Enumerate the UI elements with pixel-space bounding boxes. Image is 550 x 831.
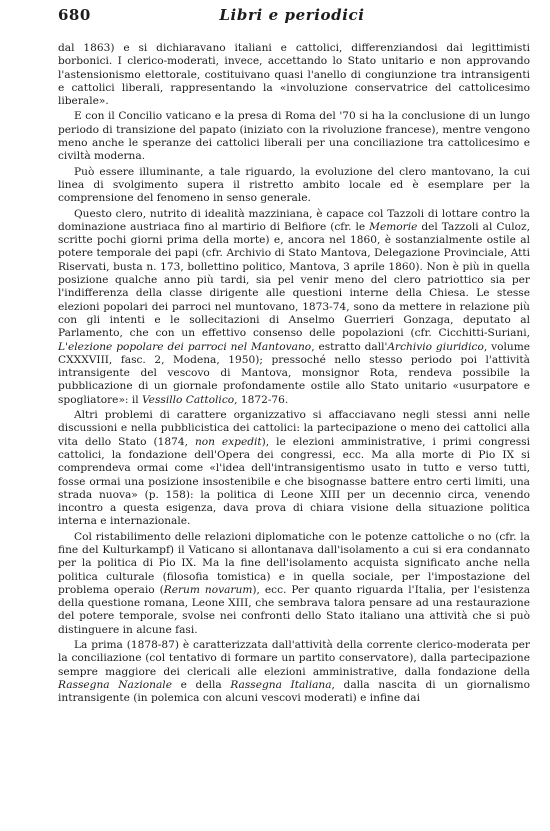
text-run: dal 1863) e si dichiaravano italiani e cattolici, differenziandosi dai legittimisti borbonici. I clerico-moderati, invece, accettando lo Stato unitario e non approvando l'astensionismo elettorale, costituivano quasi l'anello di congiunzione tra intransigenti e cattolici liberali, rappresentando la «involuzione conservatrice del cattolicesimo liberale». xyxy=(58,42,530,108)
italic-text: Rerum novarum xyxy=(163,583,253,596)
paragraph xyxy=(58,166,530,206)
text-run: Questo clero, nutrito di idealità mazziniana, è capace col Tazzoli di lottare contro la dominazione austriaca fino al martirio di Belfiore (cfr. le xyxy=(58,207,530,233)
paragraph xyxy=(58,639,530,705)
page-number: 680 xyxy=(58,6,91,24)
page-header xyxy=(58,6,526,28)
paragraph xyxy=(58,110,530,163)
italic-text: Memorie xyxy=(369,220,418,233)
text-run: , estratto dall' xyxy=(311,340,388,353)
text-run: , dalla nascita di un giornalismo intransigente (in polemica con alcuni vescovi moderati) e infine dai xyxy=(58,678,530,705)
text-run: Col ristabilimento delle relazioni diplomatiche con le potenze cattoliche o no (cfr. la fine del Kulturkampf) il Vaticano si allontanava dall'isolamento a cui si era condannato per la politica di Pio IX. Ma la fine dell'isolamento acquista significato anche nella politica culturale (filosofia tomistica) e in quella sociale, per l'impostazione del problema operaio ( xyxy=(58,530,530,596)
italic-text: Rassegna Italiana xyxy=(230,678,332,691)
paragraph xyxy=(58,208,530,407)
text-run: , 1872-76. xyxy=(234,393,289,406)
body-text xyxy=(58,42,530,706)
italic-text: L'elezione popolare dei parroci nel Mantovano xyxy=(58,340,312,353)
text-run: ), ecc. Per quanto riguarda l'Italia, per l'esistenza della questione romana, Leone XIII, che sembrava talora pensare ad una restaurazione del potere temporale, svolse nei confronti dello Stato italiano una attività che si può distinguere in alcune fasi. xyxy=(58,583,531,636)
running-title: Libri e periodici xyxy=(219,6,365,24)
text-run: Può essere illuminante, a tale riguardo, la evoluzione del clero mantovano, la cui linea di svolgimento supera il ristretto ambito locale ed è esemplare per la comprensione del fenomeno in senso generale. xyxy=(58,165,530,205)
italic-text: Rassegna Nazionale xyxy=(58,678,172,691)
text-run: , volume CXXXVIII, fasc. 2, Modena, 1950); pressoché nello stesso periodo poi l'attività intransigente del vescovo di Mantova, monsignor Rota, rendeva possibile la pubblicazione di un giornale profondamente ostile allo Stato unitario «usurpatore e spogliatore»: il xyxy=(58,340,531,406)
italic-text: Archivio giuridico xyxy=(387,340,484,353)
text-run: del Tazzoli al Culoz, scritte pochi giorni prima della morte) e, ancora nel 1860, è sostanzialmente ostile al potere temporale dei papi (cfr. Archivio di Stato Mantova, Delegazione Provinciale, Atti Riservati, busta n. 173, bollettino politico, Mantova, 3 aprile 1860). Non è più in quella posizione qualche anno più tardi, sia pel venir meno del clero patriottico sia per l'indifferenza della classe dirigente alle questioni interne della Chiesa. Le stesse elezioni popolari dei parroci nel muntovano, 1873-74, sono da mettere in relazione più con gli intenti e le sollecitazioni di Anselmo Guerrieri Gonzaga, deputato al Parlamento, che con un effettivo consenso delle popolazioni (cfr. Cicchitti-Suriani, xyxy=(58,220,530,340)
paragraph xyxy=(58,42,530,108)
italic-text: non expedit xyxy=(194,435,262,448)
paragraph xyxy=(58,531,530,637)
text-run: e della xyxy=(171,678,231,691)
text-run: E con il Concilio vaticano e la presa di Roma del '70 si ha la conclusione di un lungo periodo di transizione del papato (iniziato con la rivoluzione francese), mentre vengono meno anche le speranze dei cattolici liberali per una conciliazione tra cattolicesimo e civiltà moderna. xyxy=(58,110,530,163)
paragraph xyxy=(58,409,530,529)
text-run: ), le elezioni amministrative, i primi congressi cattolici, la fondazione dell'Opera dei congressi, ecc. Ma alla morte di Pio IX si comprendeva ormai come «l'idea dell'intransigentismo usato in tutto e verso tutti, fosse ormai una posizione insostenibile e che bisognasse battere entro certi limiti, una strada nuova» (p. 158): la politica di Leone XIII per un decennio circa, venendo incontro a questa esigenza, dava prova di chiara visione della situazione politica interna e internazionale. xyxy=(58,435,530,528)
text-run: Altri problemi di carattere organizzativo si affacciavano negli stessi anni nelle discussioni e nella pubblicistica dei cattolici: la partecipazione o meno dei cattolici alla vita dello Stato (1874, xyxy=(58,409,530,448)
text-run: La prima (1878-87) è caratterizzata dall'attività della corrente clerico-moderata per la conciliazione (col tentativo di formare un partito conservatore), dalla partecipazione sempre maggiore dei clericali alle elezioni amministrative, dalla fondazione della xyxy=(58,639,530,678)
italic-text: Vessillo Cattolico xyxy=(142,393,235,406)
